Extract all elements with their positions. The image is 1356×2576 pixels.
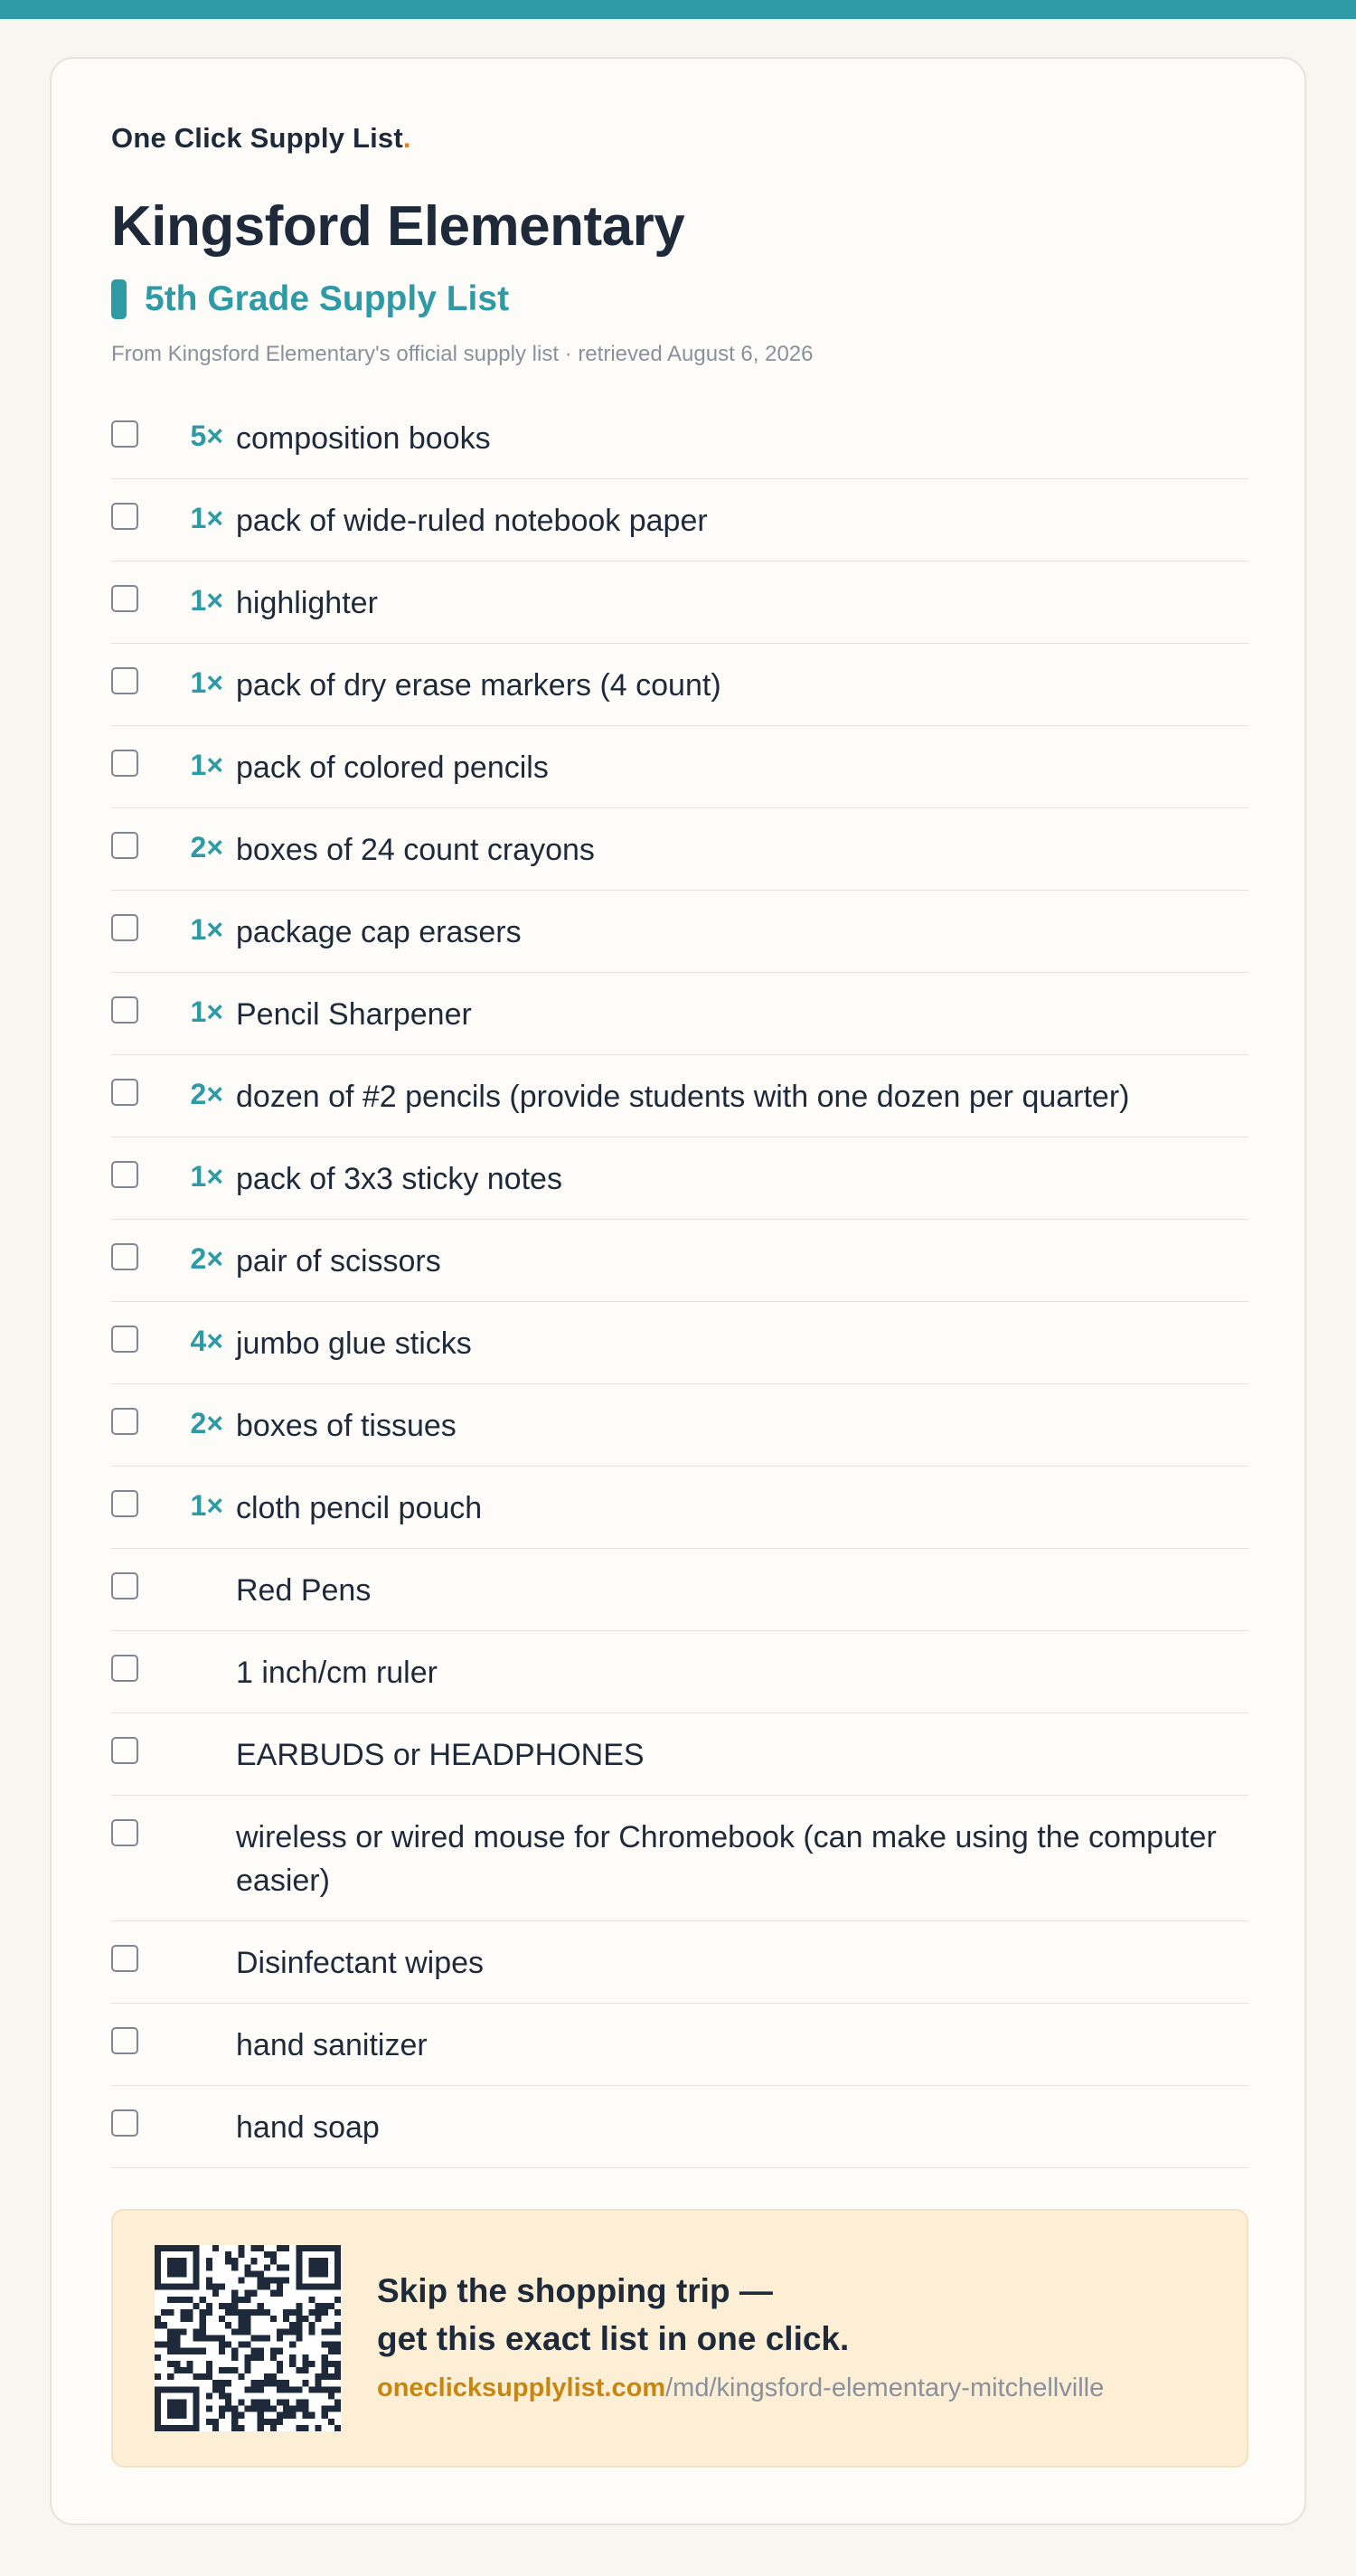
item-quantity: 2× [190, 1242, 223, 1275]
list-item[interactable] [111, 1384, 1248, 1467]
grade-marker [111, 279, 127, 319]
top-accent-bar [0, 0, 1356, 19]
list-item[interactable] [111, 1549, 1248, 1631]
supply-list [111, 397, 1248, 2168]
list-item[interactable] [111, 808, 1248, 891]
list-item[interactable] [111, 2004, 1248, 2086]
list-item[interactable] [111, 644, 1248, 726]
item-label: 1 inch/cm ruler [236, 1656, 438, 1690]
promo-link-path: /md/kingsford-elementary-mitchellville [665, 2373, 1105, 2402]
list-item[interactable] [111, 2086, 1248, 2168]
list-item[interactable] [111, 891, 1248, 973]
item-quantity: 1× [190, 749, 223, 781]
list-item[interactable] [111, 397, 1248, 479]
list-item[interactable] [111, 1302, 1248, 1384]
list-item[interactable] [111, 1713, 1248, 1796]
item-label: pack of 3x3 sticky notes [236, 1162, 562, 1196]
brand-dot: . [402, 122, 411, 154]
list-item[interactable] [111, 1467, 1248, 1549]
promo-banner [111, 2209, 1248, 2467]
checkbox-icon[interactable] [111, 585, 138, 612]
list-item[interactable] [111, 1631, 1248, 1713]
item-label: boxes of 24 count crayons [236, 833, 595, 867]
item-label: hand sanitizer [236, 2028, 428, 2062]
item-label: pack of colored pencils [236, 750, 549, 785]
promo-link-host: oneclicksupplylist.com [377, 2373, 666, 2402]
brand-logo[interactable] [111, 122, 411, 155]
checkbox-icon[interactable] [111, 1572, 138, 1599]
item-quantity: 5× [190, 420, 223, 452]
checkbox-icon[interactable] [111, 1326, 138, 1353]
item-label: pack of wide-ruled notebook paper [236, 504, 708, 538]
list-item[interactable] [111, 1220, 1248, 1302]
source-note: From Kingsford Elementary's official supply list · retrieved August 6, 2026 [111, 342, 814, 366]
item-quantity: 2× [190, 1407, 223, 1439]
list-item[interactable] [111, 1796, 1248, 1921]
item-quantity: 1× [190, 502, 223, 534]
list-item[interactable] [111, 726, 1248, 808]
page-title: Kingsford Elementary [111, 195, 685, 258]
promo-headline [377, 2267, 849, 2363]
item-quantity: 4× [190, 1325, 223, 1357]
item-quantity: 1× [190, 666, 223, 699]
checkbox-icon[interactable] [111, 1490, 138, 1517]
checkbox-icon[interactable] [111, 996, 138, 1024]
promo-headline-line2: get this exact list in one click. [377, 2320, 850, 2357]
item-quantity: 1× [190, 1160, 223, 1193]
item-label: EARBUDS or HEADPHONES [236, 1738, 645, 1772]
item-label: cloth pencil pouch [236, 1491, 483, 1525]
checkbox-icon[interactable] [111, 832, 138, 859]
checkbox-icon[interactable] [111, 750, 138, 777]
item-label: Pencil Sharpener [236, 997, 472, 1032]
checkbox-icon[interactable] [111, 420, 138, 448]
item-label: pair of scissors [236, 1244, 441, 1279]
item-quantity: 1× [190, 1489, 223, 1522]
item-quantity: 2× [190, 1078, 223, 1110]
checkbox-icon[interactable] [111, 1819, 138, 1846]
list-item[interactable] [111, 1055, 1248, 1137]
item-label: boxes of tissues [236, 1409, 457, 1443]
checkbox-icon[interactable] [111, 667, 138, 694]
checkbox-icon[interactable] [111, 1655, 138, 1682]
promo-headline-line1: Skip the shopping trip — [377, 2272, 773, 2309]
list-item[interactable] [111, 1921, 1248, 2004]
checkbox-icon[interactable] [111, 1408, 138, 1435]
item-label: highlighter [236, 586, 378, 620]
checkbox-icon[interactable] [111, 1079, 138, 1106]
item-label: composition books [236, 421, 491, 456]
grade-title: 5th Grade Supply List [145, 279, 510, 318]
item-label: dozen of #2 pencils (provide students with one dozen per quarter) [236, 1080, 1130, 1114]
checkbox-icon[interactable] [111, 2027, 138, 2054]
item-quantity: 1× [190, 584, 223, 617]
checkbox-icon[interactable] [111, 914, 138, 941]
item-label: wireless or wired mouse for Chromebook (can make using the computer easier) [236, 1820, 1217, 1898]
item-label: hand soap [236, 2110, 380, 2145]
item-label: Red Pens [236, 1573, 372, 1608]
item-quantity: 1× [190, 913, 223, 946]
checkbox-icon[interactable] [111, 1945, 138, 1972]
brand-name: One Click Supply List [111, 122, 403, 154]
grade-heading [111, 279, 509, 319]
item-quantity: 1× [190, 995, 223, 1028]
list-item[interactable] [111, 973, 1248, 1055]
list-item[interactable] [111, 561, 1248, 644]
supply-list-card [50, 57, 1306, 2525]
checkbox-icon[interactable] [111, 1737, 138, 1764]
item-quantity: 2× [190, 831, 223, 863]
checkbox-icon[interactable] [111, 503, 138, 530]
promo-link[interactable] [377, 2373, 1104, 2403]
item-label: jumbo glue sticks [236, 1326, 472, 1361]
checkbox-icon[interactable] [111, 1243, 138, 1270]
checkbox-icon[interactable] [111, 1161, 138, 1188]
qr-code-icon[interactable] [155, 2245, 341, 2431]
item-label: package cap erasers [236, 915, 522, 949]
checkbox-icon[interactable] [111, 2109, 138, 2137]
list-item[interactable] [111, 1137, 1248, 1220]
item-label: Disinfectant wipes [236, 1946, 485, 1980]
item-label: pack of dry erase markers (4 count) [236, 668, 721, 703]
list-item[interactable] [111, 479, 1248, 561]
